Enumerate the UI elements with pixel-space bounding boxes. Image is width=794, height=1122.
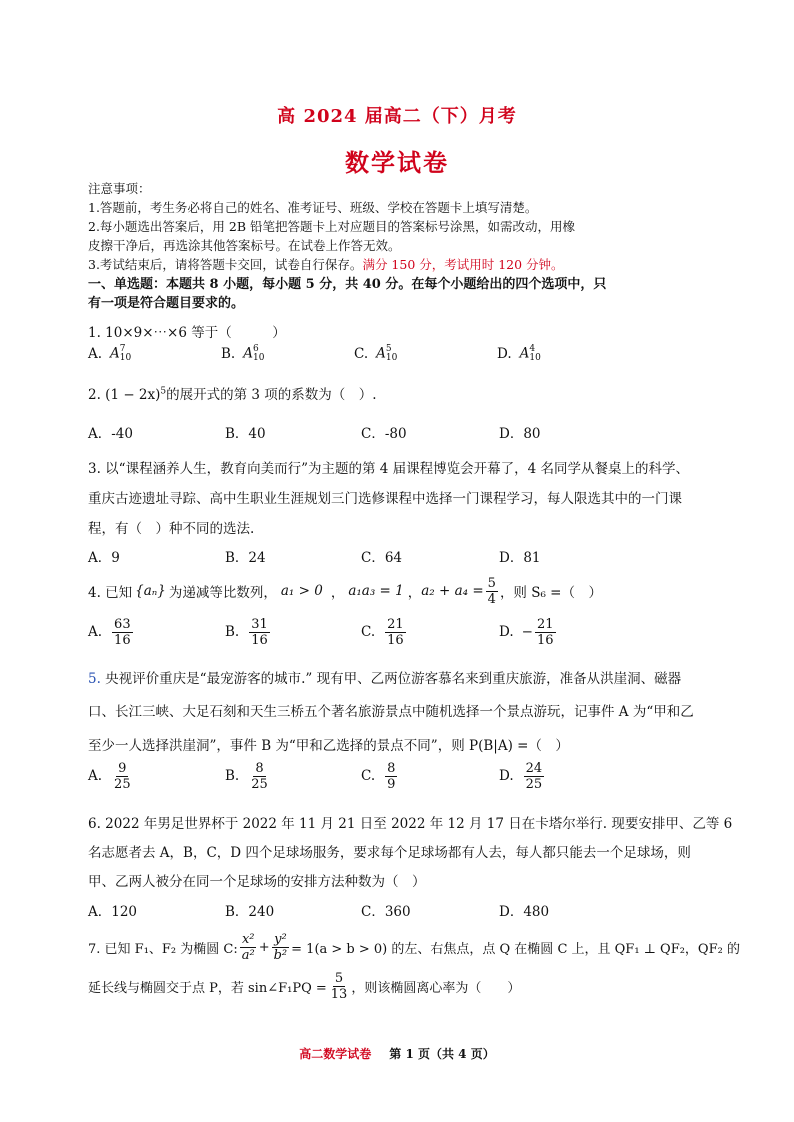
q5-options [88, 761, 708, 797]
footer-subject: 高二数学试卷 [299, 1047, 372, 1061]
question-6-line-1: 6. 2022 年男足世界杯于 2022 年 11 月 21 日至 2022 年 12 月 17 日在卡塔尔举行. 现要安排甲、乙等 6 [88, 816, 733, 832]
exam-title: 高 2024 届高二（下）月考 [277, 106, 517, 127]
note-3: 3.考试结束后，请将答题卡交回，试卷自行保存。满分 150 分，考试用时 120 分钟。 [88, 257, 564, 272]
q6-options [88, 900, 708, 928]
note-2a: 2.每小题选出答案后，用 2B 铅笔把答题卡上对应题目的答案标号涂黑，如需改动，用橡 [88, 219, 576, 234]
question-3-line-3: 程，有（ ）种不同的选法. [88, 521, 255, 537]
note-1: 1.答题前，考生务必将自己的姓名、准考证号、班级、学校在答题卡上填写清楚。 [88, 200, 538, 215]
question-5-line-3: 至少一人选择洪崖洞”，事件 B 为“甲和乙选择的景点不同”，则 P(B|A) =（ ） [88, 738, 569, 754]
q3-option-b: B．24 [225, 550, 266, 566]
q6-option-b: B．240 [225, 904, 275, 920]
q5-option-b: B. $\frac{8}{25}$ [225, 761, 268, 792]
q5-option-d: D. $\frac{24}{25}$ [499, 761, 543, 792]
q3-option-a: A．9 [88, 550, 120, 566]
q1-option-b: B. A 6 10 [221, 344, 265, 363]
question-7-line-2: 延长线与椭圆交于点 P，若 sin∠F₁PQ = $\frac{5}{13}$ ，则该椭圆离心率为（ ） [88, 970, 521, 1002]
q4-option-d: D. − $\frac{21}{16}$ [499, 617, 554, 648]
note-2b: 皮擦干净后，再选涂其他答案标号。在试卷上作答无效。 [88, 238, 401, 253]
question-3-line-1: 3. 以“课程涵养人生，教育向美而行”为主题的第 4 届课程博览会开幕了，4 名同学从餐桌上的科学、 [88, 461, 690, 477]
question-7-line-1: 7. 已知 F₁、F₂ 为椭圆 C: $\frac{\text{x²}}{\text{a²}}$ + $\frac{\text{y²}}{\text{b²}}$ = 1(a > b > 0) 的左、右焦点，点 Q 在椭圆 C 上，且 QF₁ ⊥ QF₂，QF₂ 的 [88, 931, 740, 963]
q4-option-c: C. $\frac{21}{16}$ [361, 617, 404, 648]
q2-option-a: A．-40 [88, 426, 133, 442]
q6-option-c: C．360 [361, 904, 411, 920]
q3-option-c: C．64 [361, 550, 403, 566]
q2-options [88, 422, 708, 450]
page-footer [0, 1045, 794, 1062]
note-3-red: 满分 150 分，考试用时 120 分钟。 [362, 257, 564, 272]
q5-option-a: A. $\frac{9}{25}$ [88, 761, 131, 792]
question-3-line-2: 重庆古迹遗址寻踪、高中生职业生涯规划三门选修课程中选择一门课程学习，每人限选其中的一门课 [88, 491, 682, 507]
section-heading-2: 有一项是符合题目要求的。 [88, 296, 245, 311]
q5-option-c: C. $\frac{8}{9}$ [361, 761, 396, 792]
q1-options [88, 345, 708, 373]
q4-option-a: A. $\frac{63}{16}$ [88, 617, 131, 648]
question-6-line-2: 名志愿者去 A，B，C，D 四个足球场服务，要求每个足球场都有人去，每人都只能去一个足球场，则 [88, 845, 691, 861]
question-2: 2. $(1 - 2x)^5$的展开式的第 3 项的系数为（ ）. [88, 386, 377, 403]
q1-option-a: A. A 7 10 [88, 344, 132, 363]
exam-subtitle: 数学试卷 [345, 148, 449, 177]
q1-option-c: C. A 5 10 [354, 344, 398, 363]
q6-option-d: D．480 [499, 904, 550, 920]
q4-options [88, 617, 708, 653]
question-4: 4. 已知 {aₙ} 为递减等比数列， a₁ > 0 ， a₁a₃ = 1 ， a₂ + a₄ = $\frac{5}{4}$ ，则 S₆ =（ ） [88, 575, 602, 607]
q3-options [88, 546, 708, 574]
q2-option-c: C．-80 [361, 426, 407, 442]
q2-option-d: D．80 [499, 426, 541, 442]
q6-option-a: A．120 [88, 904, 138, 920]
question-5-line-2: 口、长江三峡、大足石刻和天生三桥五个著名旅游景点中随机选择一个景点游玩，记事件 A 为“甲和乙 [88, 704, 694, 720]
q2-option-b: B．40 [225, 426, 266, 442]
q1-option-d: D. A 4 10 [497, 344, 541, 363]
question-6-line-3: 甲、乙两人被分在同一个足球场的安排方法种数为（ ） [88, 874, 426, 890]
section-heading-1: 一、单选题：本题共 8 小题，每小题 5 分，共 40 分。在每个小题给出的四个选项中，只 [88, 277, 607, 292]
question-5-line-1: 5. 央视评价重庆是“最宠游客的城市.” 现有甲、乙两位游客慕名来到重庆旅游，准备从洪崖洞、磁器 [88, 671, 682, 687]
q4-option-b: B. $\frac{31}{16}$ [225, 617, 268, 648]
footer-page-number: 第 1 页（共 4 页） [389, 1047, 495, 1061]
notes-heading: 注意事项： [88, 181, 151, 196]
q3-option-d: D．81 [499, 550, 541, 566]
question-1: 1. 10×9×⋯×6 等于（ ） [88, 325, 286, 341]
